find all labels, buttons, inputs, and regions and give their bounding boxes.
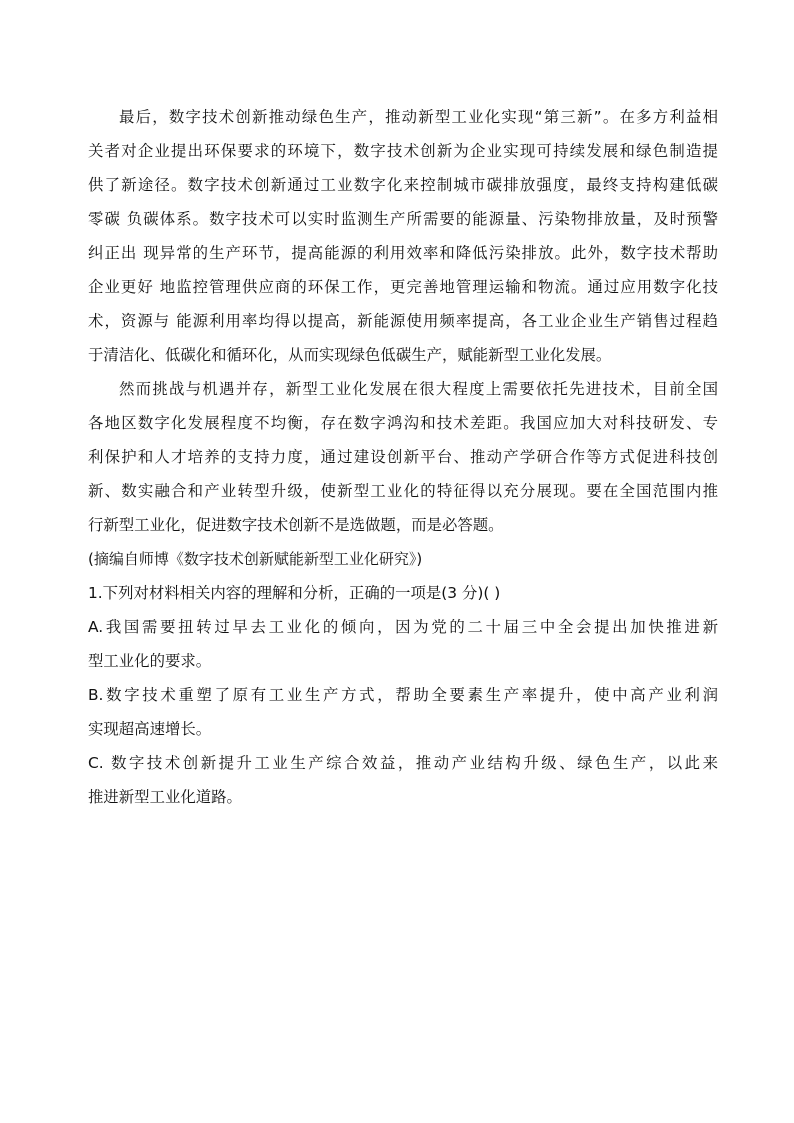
paragraph-line: 行新型工业化，促进数字技术创新不是选做题，而是必答题。 <box>88 516 504 534</box>
question-stem: 1.下列对材料相关内容的理解和分析，正确的一项是(3 分)( ) <box>88 584 501 602</box>
option-line: 推进新型工业化道路。 <box>88 788 242 806</box>
option-a <box>88 610 718 678</box>
paragraph-line: 新、数实融合和产业转型升级，使新型工业化的特征得以充分展现。要在全国范围内推 <box>88 482 718 500</box>
paragraph-line: 于清洁化、低碳化和循环化，从而实现绿色低碳生产，赋能新型工业化发展。 <box>88 346 612 364</box>
source-citation: (摘编自师博《数字技术创新赋能新型工业化研究》) <box>88 550 423 568</box>
paragraph-line: 术，资源与 能源利用率均得以提高，新能源使用频率提高，各工业企业生产销售过程趋 <box>88 312 718 330</box>
option-c <box>88 746 718 814</box>
paragraph-1 <box>88 100 718 372</box>
option-line: C. 数字技术创新提升工业生产综合效益，推动产业结构升级、绿色生产，以此来 <box>88 754 718 772</box>
option-line: 实现超高速增长。 <box>88 720 212 738</box>
paragraph-2 <box>88 372 718 542</box>
paragraph-line: 企业更好 地监控管理供应商的环保工作，更完善地管理运输和物流。通过应用数字化技 <box>88 278 718 296</box>
paragraph-line: 然而挑战与机遇并存，新型工业化发展在很大程度上需要依托先进技术，目前全国 <box>119 380 718 398</box>
option-line: A.我国需要扭转过早去工业化的倾向，因为党的二十届三中全会提出加快推进新 <box>88 618 718 636</box>
paragraph-line: 零碳 负碳体系。数字技术可以实时监测生产所需要的能源量、污染物排放量，及时预警 <box>88 210 718 228</box>
option-line: 型工业化的要求。 <box>88 652 212 670</box>
document-page <box>88 100 718 814</box>
paragraph-line: 各地区数字化发展程度不均衡，存在数字鸿沟和技术差距。我国应加大对科技研发、专 <box>88 414 718 432</box>
paragraph-line: 供了新途径。数字技术创新通过工业数字化来控制城市碳排放强度，最终支持构建低碳 <box>88 176 718 194</box>
paragraph-line: 最后，数字技术创新推动绿色生产，推动新型工业化实现“第三新”。在多方利益相 <box>119 108 718 126</box>
paragraph-line: 利保护和人才培养的支持力度，通过建设创新平台、推动产学研合作等方式促进科技创 <box>88 448 718 466</box>
question-block <box>88 576 718 814</box>
paragraph-line: 纠正出 现异常的生产环节，提高能源的利用效率和降低污染排放。此外，数字技术帮助 <box>88 244 718 262</box>
paragraph-line: 关者对企业提出环保要求的环境下，数字技术创新为企业实现可持续发展和绿色制造提 <box>88 142 718 160</box>
option-line: B.数字技术重塑了原有工业生产方式，帮助全要素生产率提升，使中高产业利润 <box>88 686 718 704</box>
option-b <box>88 678 718 746</box>
